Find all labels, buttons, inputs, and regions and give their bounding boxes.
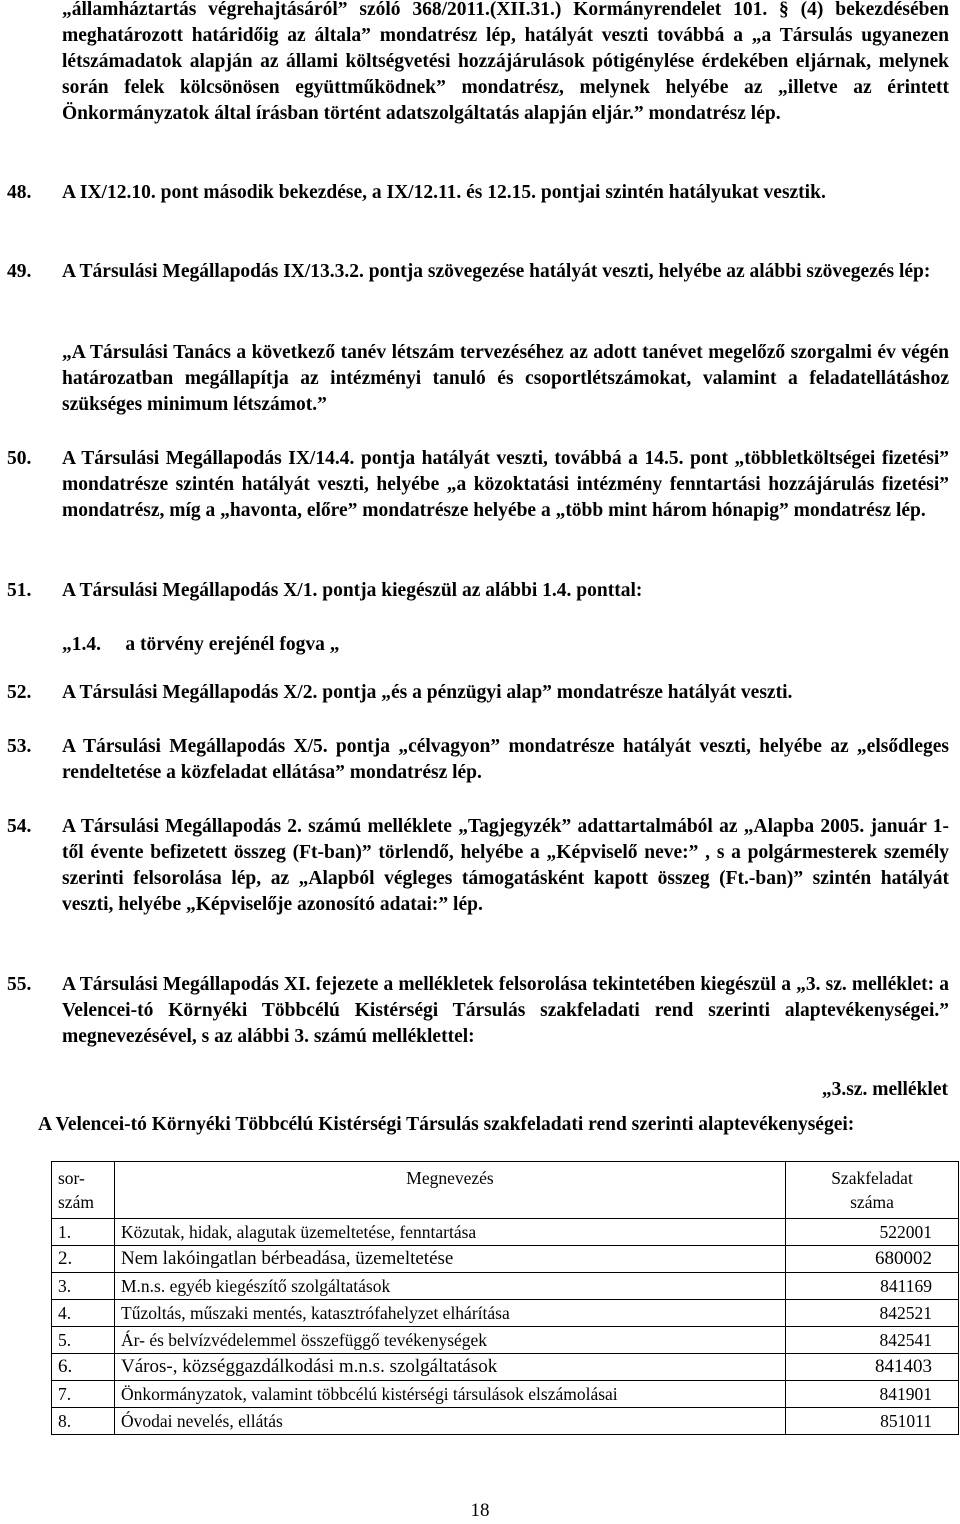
row-number: 3. [52,1273,115,1300]
row-code: 680002 [786,1246,959,1273]
row-name: Óvodai nevelés, ellátás [115,1408,786,1435]
table-row [52,1219,959,1246]
page-number: 18 [470,1500,490,1521]
item-text: A Társulási Megállapodás X/2. pontja „és a pénzügyi alap” mondatrésze hatályát veszti. [62,682,793,703]
row-name: Közutak, hidak, alagutak üzemeltetése, fenntartása [115,1219,786,1246]
item-number: 55. [7,974,32,995]
table-header-row [52,1162,959,1219]
col-header-name: Megnevezés [115,1162,786,1219]
table-row [52,1408,959,1435]
row-code: 842541 [786,1327,959,1354]
row-code: 522001 [786,1219,959,1246]
item-number: 51. [7,580,32,601]
table-row [52,1354,959,1381]
item-number: 48. [7,182,32,203]
row-name: Nem lakóingatlan bérbeadása, üzemeltetése [115,1246,786,1273]
row-number: 4. [52,1300,115,1327]
annex-label: „3.sz. melléklet [821,1079,948,1100]
table-row [52,1381,959,1408]
item-number: 49. [7,261,32,282]
item-text: A Társulási Megállapodás XI. fejezete a mellékletek felsorolása tekintetében kiegészül a „3. sz. melléklet: a Velencei-tó Környéki Többcélú Kistérségi Társulás szakfeladati rend szerinti alaptevékenységei.” megnevezésével, s az alábbi 3. számú melléklettel: [62,974,949,1047]
table-row [52,1246,959,1273]
item-text: A Társulási Megállapodás IX/13.3.2. pontja szövegezése hatályát veszti, helyébe az alábbi szövegezés lép: [62,261,931,282]
row-name: Ár- és belvízvédelemmel összefüggő tevékenységek [115,1327,786,1354]
row-number: 1. [52,1219,115,1246]
quoted-subpoint: „1.4. a törvény erejénél fogva „ [62,634,340,655]
table-row [52,1327,959,1354]
row-name: Tűzoltás, műszaki mentés, katasztrófahelyzet elhárítása [115,1300,786,1327]
item-text: A IX/12.10. pont második bekezdése, a IX/12.11. és 12.15. pontjai szintén hatályukat vesztik. [62,182,826,203]
item-number: 53. [7,736,32,757]
row-name: Város-, községgazdálkodási m.n.s. szolgáltatások [115,1354,786,1381]
item-text: A Társulási Megállapodás X/1. pontja kiegészül az alábbi 1.4. ponttal: [62,580,643,601]
row-code: 851011 [786,1408,959,1435]
table-title: A Velencei-tó Környéki Többcélú Kistérségi Társulás szakfeladati rend szerinti alaptevékenységei: [38,1114,855,1135]
row-number: 8. [52,1408,115,1435]
row-name: M.n.s. egyéb kiegészítő szolgáltatások [115,1273,786,1300]
row-code: 841901 [786,1381,959,1408]
row-code: 841169 [786,1273,959,1300]
activities-table [51,1161,959,1435]
item-text: A Társulási Megállapodás 2. számú melléklete „Tagjegyzék” adattartalmából az „Alapba 2005. január 1-től évente befizetett összeg (Ft-ban)” törlendő, helyébe a „Képviselő neve:” , s a polgármesterek személy szerinti felsorolása lép, az „Alapból végleges támogatásként kapott összeg (Ft.-ban)” szintén hatályát veszti, helyébe „Képviselője azonosító adatai:” lép. [62,816,949,915]
item-text: A Társulási Megállapodás X/5. pontja „célvagyon” mondatrésze hatályát veszti, helyébe az „elsődleges rendeltetése a közfeladat ellátása” mondatrész lép. [62,736,949,783]
row-code: 842521 [786,1300,959,1327]
row-number: 5. [52,1327,115,1354]
item-number: 54. [7,816,32,837]
item-number: 52. [7,682,32,703]
row-name: Önkormányzatok, valamint többcélú kistérségi társulások elszámolásai [115,1381,786,1408]
table-row [52,1273,959,1300]
table-row [52,1300,959,1327]
item-text: A Társulási Megállapodás IX/14.4. pontja hatályát veszti, továbbá a 14.5. pont „többletköltségei fizetési” mondatrésze szintén hatályát veszti, helyébe „a közoktatási intézmény fenntartási hozzájárulás fizetési” mondatrész, míg a „havonta, előre” mondatrésze helyébe a „több mint három hónapig” mondatrész lép. [62,448,949,521]
row-number: 7. [52,1381,115,1408]
col-header-code: Szakfeladat száma [786,1162,959,1219]
col-header-number: sor- szám [52,1162,115,1219]
row-number: 2. [52,1246,115,1273]
row-code: 841403 [786,1354,959,1381]
item-number: 50. [7,448,32,469]
quoted-text: „A Társulási Tanács a következő tanév létszám tervezéséhez az adott tanévet megelőző szorgalmi év végén határozatban megállapítja az intézményi tanuló és csoportlétszámokat, valamint a feladatellátáshoz szükséges minimum létszámot.” [62,342,949,415]
intro-paragraph: „államháztartás végrehajtásáról” szóló 368/2011.(XII.31.) Kormányrendelet 101. § (4) bekezdésében meghatározott határidőig az általa” mondatrész lép, hatályát veszti továbbá a „a Társulás ugyanezen létszámadatok alapján az állami költségvetési hozzájárulások pótigénylése érdekében eljárnak, melynek során felek kölcsönösen együttműködnek” mondatrész, melynek helyébe az „illetve az érintett Önkormányzatok által írásban történt adatszolgáltatás alapján eljár.” mondatrész lép. [62,0,949,124]
row-number: 6. [52,1354,115,1381]
